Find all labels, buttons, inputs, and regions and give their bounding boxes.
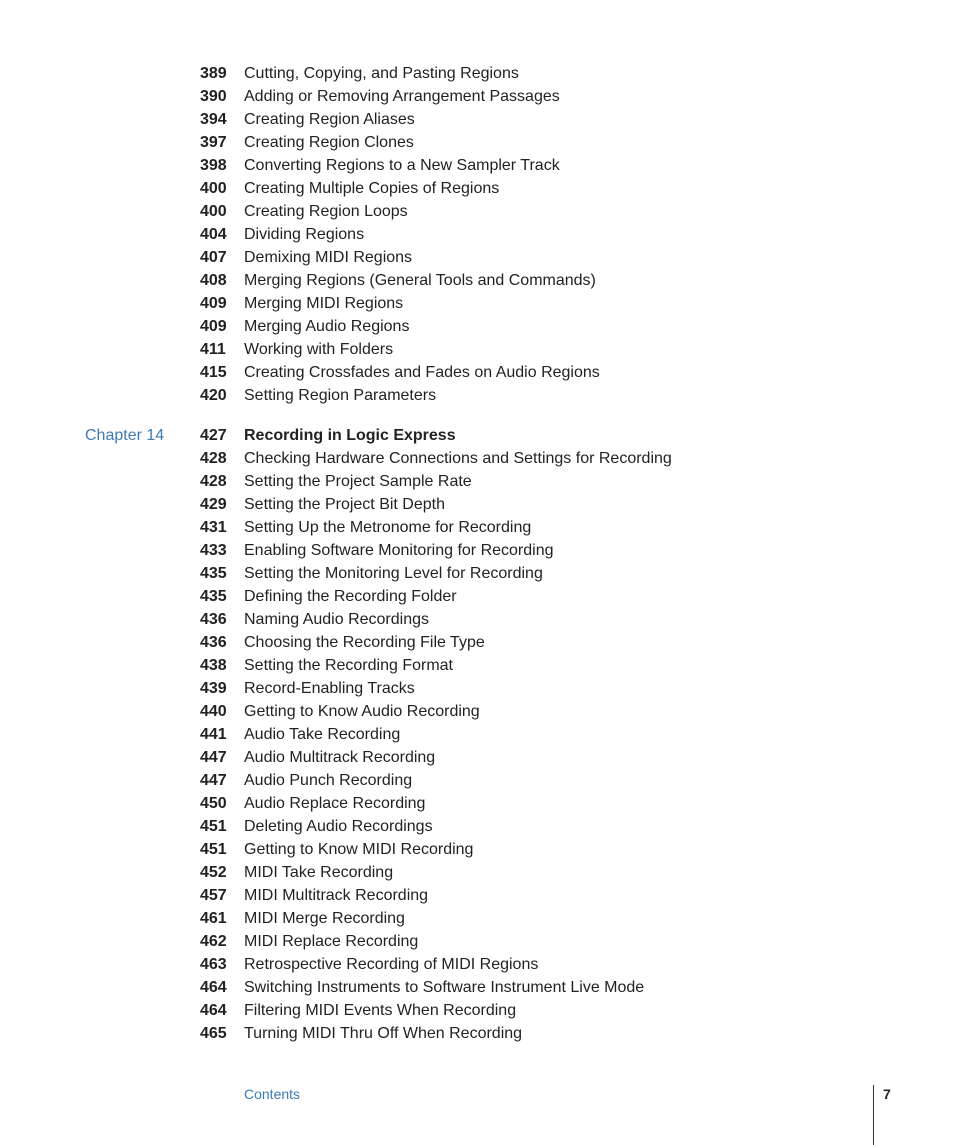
- toc-entry[interactable]: [0, 62, 954, 85]
- toc-entry-title: Creating Crossfades and Fades on Audio Regions: [244, 364, 600, 381]
- toc-entry[interactable]: [0, 516, 954, 539]
- toc-page-number: 428: [200, 473, 227, 490]
- toc-page-number: 408: [200, 272, 227, 289]
- chapter-title: Recording in Logic Express: [244, 427, 456, 444]
- toc-page-number: 429: [200, 496, 227, 513]
- toc-entry[interactable]: [0, 447, 954, 470]
- toc-page-number: 451: [200, 818, 227, 835]
- toc-entry[interactable]: [0, 999, 954, 1022]
- toc-entry[interactable]: [0, 769, 954, 792]
- toc-entry-title: Switching Instruments to Software Instrument Live Mode: [244, 979, 645, 996]
- toc-page-number: 409: [200, 318, 227, 335]
- toc-entry-title: Audio Take Recording: [244, 726, 401, 743]
- footer-section-label: Contents: [244, 1086, 301, 1102]
- toc-page-number: 439: [200, 680, 227, 697]
- toc-page-number: 462: [200, 933, 227, 950]
- toc-page-number: 431: [200, 519, 227, 536]
- toc-entry[interactable]: [0, 815, 954, 838]
- toc-entry[interactable]: [0, 585, 954, 608]
- toc-page-number: 447: [200, 749, 227, 766]
- toc-page-number: 452: [200, 864, 227, 881]
- toc-entry-title: Creating Region Aliases: [244, 111, 415, 128]
- toc-entry-title: Merging Regions (General Tools and Commands): [244, 272, 596, 289]
- toc-entry[interactable]: [0, 269, 954, 292]
- toc-entry-title: Creating Region Clones: [244, 134, 414, 151]
- toc-entry[interactable]: [0, 493, 954, 516]
- toc-entry[interactable]: [0, 338, 954, 361]
- toc-entry[interactable]: [0, 154, 954, 177]
- toc-page-number: 450: [200, 795, 227, 812]
- toc-entry-title: Filtering MIDI Events When Recording: [244, 1002, 517, 1019]
- toc-page-number: 436: [200, 611, 227, 628]
- toc-entry[interactable]: [0, 470, 954, 493]
- toc-entry-title: Checking Hardware Connections and Settings for Recording: [244, 450, 672, 467]
- toc-page-number: 394: [200, 111, 227, 128]
- toc-entry-title: Naming Audio Recordings: [244, 611, 429, 628]
- toc-page-number: 427: [200, 427, 227, 444]
- toc-entry-title: Retrospective Recording of MIDI Regions: [244, 956, 539, 973]
- toc-entry-title: Setting the Recording Format: [244, 657, 453, 674]
- toc-entry[interactable]: [0, 292, 954, 315]
- toc-entry[interactable]: [0, 953, 954, 976]
- toc-entry-title: Setting the Monitoring Level for Recording: [244, 565, 543, 582]
- toc-entry[interactable]: [0, 361, 954, 384]
- toc-page-number: 435: [200, 588, 227, 605]
- toc-entry-title: Enabling Software Monitoring for Recording: [244, 542, 554, 559]
- toc-entry[interactable]: [0, 223, 954, 246]
- toc-entry[interactable]: [0, 884, 954, 907]
- toc-entry-title: Choosing the Recording File Type: [244, 634, 485, 651]
- toc-page-number: 463: [200, 956, 227, 973]
- toc-entry-title: Converting Regions to a New Sampler Track: [244, 157, 560, 174]
- toc-entry[interactable]: [0, 677, 954, 700]
- toc-entry[interactable]: [0, 246, 954, 269]
- toc-page-number: 420: [200, 387, 227, 404]
- toc-entry-title: Audio Multitrack Recording: [244, 749, 436, 766]
- toc-page-number: 435: [200, 565, 227, 582]
- toc-entry-title: Merging MIDI Regions: [244, 295, 404, 312]
- toc-entry[interactable]: [0, 654, 954, 677]
- toc-chapter-entry[interactable]: [0, 424, 954, 447]
- toc-entry[interactable]: [0, 930, 954, 953]
- toc-entry[interactable]: [0, 131, 954, 154]
- toc-page-number: 438: [200, 657, 227, 674]
- toc-entry-title: Creating Region Loops: [244, 203, 408, 220]
- toc-section-regions: [0, 62, 954, 407]
- toc-page-number: 389: [200, 65, 227, 82]
- toc-section-chapter-14: [0, 424, 954, 1045]
- toc-page-number: 465: [200, 1025, 227, 1042]
- toc-page-number: 461: [200, 910, 227, 927]
- toc-entry-title: MIDI Multitrack Recording: [244, 887, 429, 904]
- toc-entry-title: Cutting, Copying, and Pasting Regions: [244, 65, 519, 82]
- toc-page-number: 447: [200, 772, 227, 789]
- toc-entry-title: MIDI Replace Recording: [244, 933, 419, 950]
- toc-entry[interactable]: [0, 976, 954, 999]
- toc-page-number: 464: [200, 1002, 227, 1019]
- toc-page-number: 457: [200, 887, 227, 904]
- toc-entry-title: Setting the Project Sample Rate: [244, 473, 472, 490]
- toc-page-number: 400: [200, 180, 227, 197]
- toc-entry[interactable]: [0, 85, 954, 108]
- toc-page-number: 409: [200, 295, 227, 312]
- toc-entry-title: Setting Up the Metronome for Recording: [244, 519, 532, 536]
- toc-page-number: 411: [200, 341, 226, 358]
- toc-entry-title: Setting the Project Bit Depth: [244, 496, 445, 513]
- toc-entry-title: Working with Folders: [244, 341, 394, 358]
- toc-page-number: 404: [200, 226, 227, 243]
- toc-entry[interactable]: [0, 562, 954, 585]
- toc-entry-title: Turning MIDI Thru Off When Recording: [244, 1025, 523, 1042]
- toc-page-number: 400: [200, 203, 227, 220]
- toc-entry[interactable]: [0, 1022, 954, 1045]
- toc-entry-title: Deleting Audio Recordings: [244, 818, 433, 835]
- toc-entry-title: MIDI Take Recording: [244, 864, 394, 881]
- toc-entry[interactable]: [0, 723, 954, 746]
- toc-entry[interactable]: [0, 838, 954, 861]
- toc-entry-title: Record-Enabling Tracks: [244, 680, 415, 697]
- toc-entry-title: Setting Region Parameters: [244, 387, 437, 404]
- toc-entry[interactable]: [0, 177, 954, 200]
- toc-page-number: 390: [200, 88, 227, 105]
- footer-page-number: 7: [883, 1086, 891, 1102]
- toc-entry[interactable]: [0, 384, 954, 407]
- toc-page-number: 436: [200, 634, 227, 651]
- toc-entry[interactable]: [0, 792, 954, 815]
- toc-entry-title: Getting to Know MIDI Recording: [244, 841, 474, 858]
- toc-entry[interactable]: [0, 315, 954, 338]
- toc-entry[interactable]: [0, 907, 954, 930]
- toc-entry[interactable]: [0, 700, 954, 723]
- footer-divider: [873, 1085, 874, 1145]
- toc-entry-title: Creating Multiple Copies of Regions: [244, 180, 500, 197]
- toc-page-number: 407: [200, 249, 227, 266]
- toc-page-number: 398: [200, 157, 227, 174]
- toc-entry-title: Dividing Regions: [244, 226, 365, 243]
- toc-entry[interactable]: [0, 861, 954, 884]
- toc-page-number: 428: [200, 450, 227, 467]
- toc-page-number: 451: [200, 841, 227, 858]
- toc-entry[interactable]: [0, 539, 954, 562]
- toc-page-number: 441: [200, 726, 227, 743]
- toc-entry-title: Getting to Know Audio Recording: [244, 703, 480, 720]
- toc-page-number: 397: [200, 134, 227, 151]
- chapter-label: Chapter 14: [85, 427, 165, 444]
- toc-entry-title: MIDI Merge Recording: [244, 910, 405, 927]
- toc-entry[interactable]: [0, 200, 954, 223]
- toc-page-number: 433: [200, 542, 227, 559]
- toc-entry-title: Defining the Recording Folder: [244, 588, 457, 605]
- toc-entry[interactable]: [0, 631, 954, 654]
- toc-entry-title: Audio Replace Recording: [244, 795, 426, 812]
- toc-page-number: 464: [200, 979, 227, 996]
- toc-entry[interactable]: [0, 608, 954, 631]
- toc-entry-title: Adding or Removing Arrangement Passages: [244, 88, 560, 105]
- toc-entry-title: Audio Punch Recording: [244, 772, 413, 789]
- toc-page-number: 440: [200, 703, 227, 720]
- toc-entry-title: Merging Audio Regions: [244, 318, 410, 335]
- toc-entry-title: Demixing MIDI Regions: [244, 249, 413, 266]
- toc-page-number: 415: [200, 364, 227, 381]
- toc-entry[interactable]: [0, 746, 954, 769]
- toc-entry[interactable]: [0, 108, 954, 131]
